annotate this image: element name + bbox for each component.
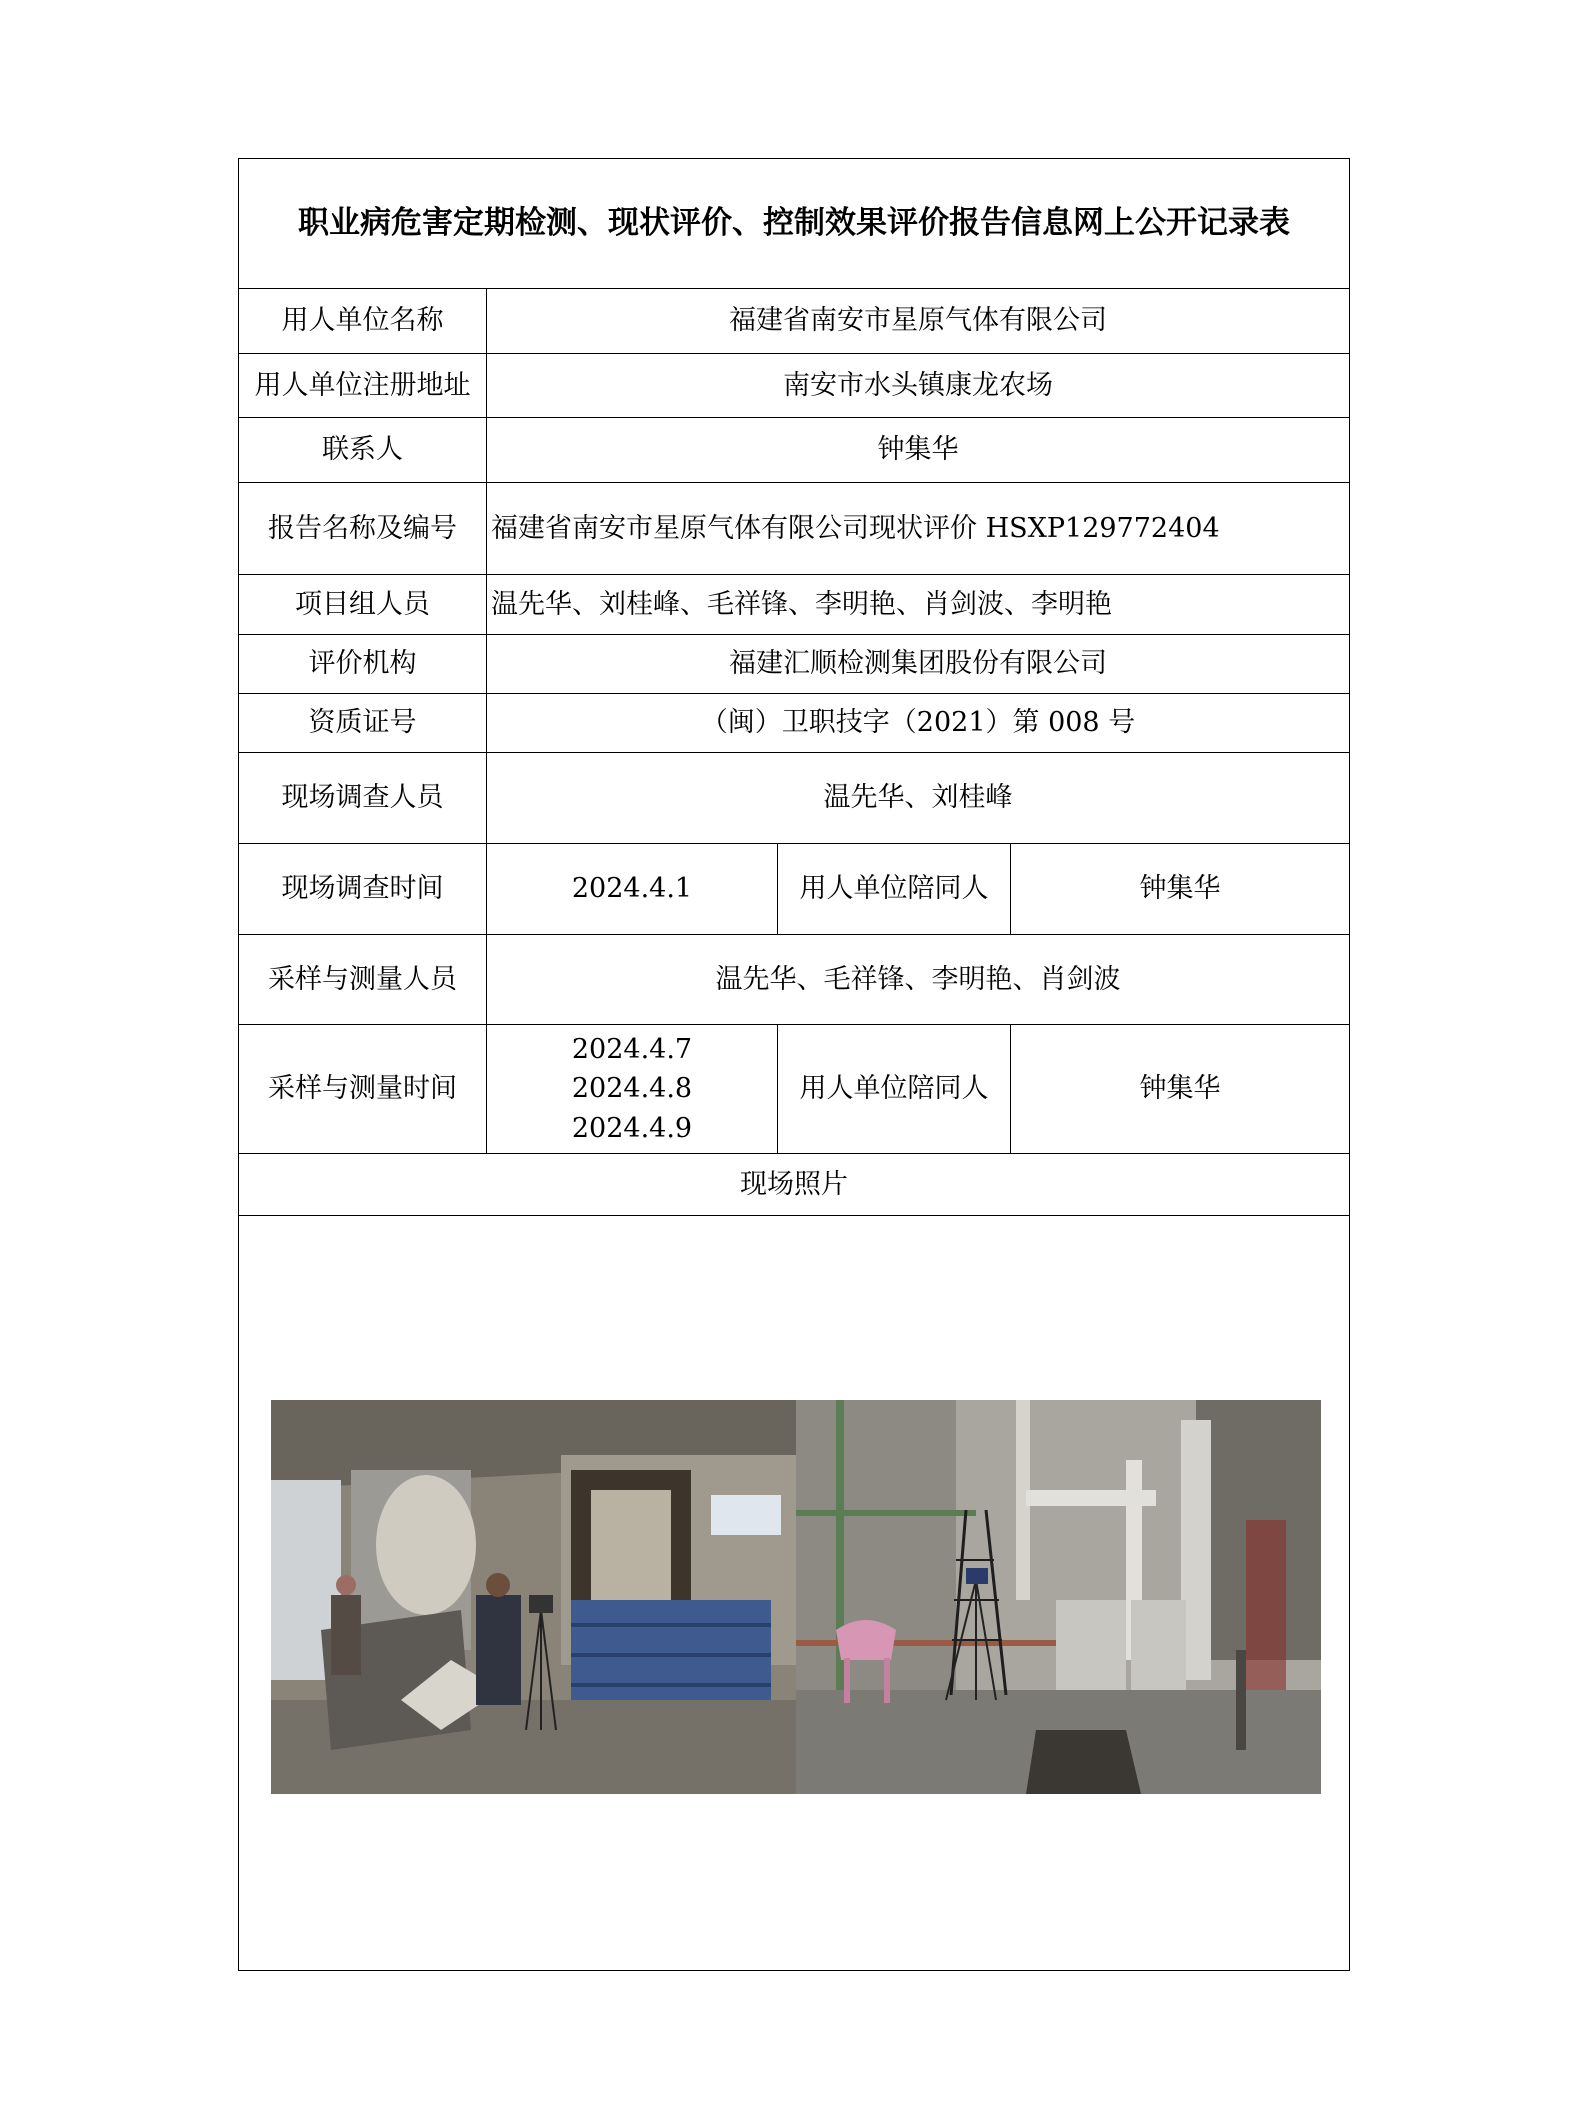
row-report	[239, 483, 1349, 575]
sampling-date: 2024.4.9	[571, 1112, 693, 1144]
site-photo-equipment	[796, 1400, 1321, 1794]
row-sampling-staff	[239, 935, 1349, 1025]
form-title: 职业病危害定期检测、现状评价、控制效果评价报告信息网上公开记录表	[298, 205, 1290, 242]
sampling-companion-label: 用人单位陪同人	[778, 1025, 1011, 1153]
row-qualification	[239, 694, 1349, 753]
survey-time-label: 现场调查时间	[239, 844, 487, 934]
survey-time-value: 2024.4.1	[487, 844, 778, 934]
employer-address-value: 南安市水头镇康龙农场	[783, 369, 1053, 401]
row-survey-staff	[239, 753, 1349, 844]
agency-label: 评价机构	[239, 635, 487, 693]
sampling-dates	[487, 1025, 778, 1153]
project-team-label: 项目组人员	[239, 575, 487, 634]
employer-address-label: 用人单位注册地址	[239, 354, 487, 417]
project-team-value: 温先华、刘桂峰、毛祥锋、李明艳、肖剑波、李明艳	[491, 588, 1112, 620]
survey-companion-label: 用人单位陪同人	[778, 844, 1011, 934]
report-value: 福建省南安市星原气体有限公司现状评价 HSXP129772404	[491, 512, 1220, 544]
sampling-date: 2024.4.8	[571, 1073, 693, 1105]
row-sampling-time	[239, 1025, 1349, 1154]
sampling-staff-label: 采样与测量人员	[239, 935, 487, 1024]
contact-label: 联系人	[239, 418, 487, 482]
sampling-staff-value: 温先华、毛祥锋、李明艳、肖剑波	[715, 963, 1121, 995]
row-survey-time	[239, 844, 1349, 935]
sampling-date: 2024.4.7	[571, 1034, 693, 1066]
employer-name-label: 用人单位名称	[239, 289, 487, 353]
site-photo-warehouse	[271, 1400, 796, 1794]
row-project-team	[239, 575, 1349, 635]
employer-name-value: 福建省南安市星原气体有限公司	[729, 305, 1107, 337]
survey-staff-label: 现场调查人员	[239, 753, 487, 843]
row-employer-name	[239, 289, 1349, 354]
site-photos	[271, 1400, 1321, 1794]
record-form	[238, 158, 1350, 1971]
row-contact	[239, 418, 1349, 483]
row-photos-header	[239, 1154, 1349, 1216]
qualification-label: 资质证号	[239, 694, 487, 752]
report-label: 报告名称及编号	[239, 483, 487, 574]
qualification-value: （闽）卫职技字（2021）第 008 号	[700, 707, 1136, 739]
contact-value: 钟集华	[877, 434, 959, 466]
sampling-companion-value: 钟集华	[1139, 1073, 1221, 1105]
photos-header: 现场照片	[740, 1168, 848, 1200]
title-row	[239, 159, 1349, 289]
row-employer-address	[239, 354, 1349, 418]
row-agency	[239, 635, 1349, 694]
agency-value: 福建汇顺检测集团股份有限公司	[729, 648, 1107, 680]
survey-companion-value: 钟集华	[1139, 873, 1221, 905]
survey-staff-value: 温先华、刘桂峰	[823, 782, 1013, 814]
sampling-time-label: 采样与测量时间	[239, 1025, 487, 1153]
